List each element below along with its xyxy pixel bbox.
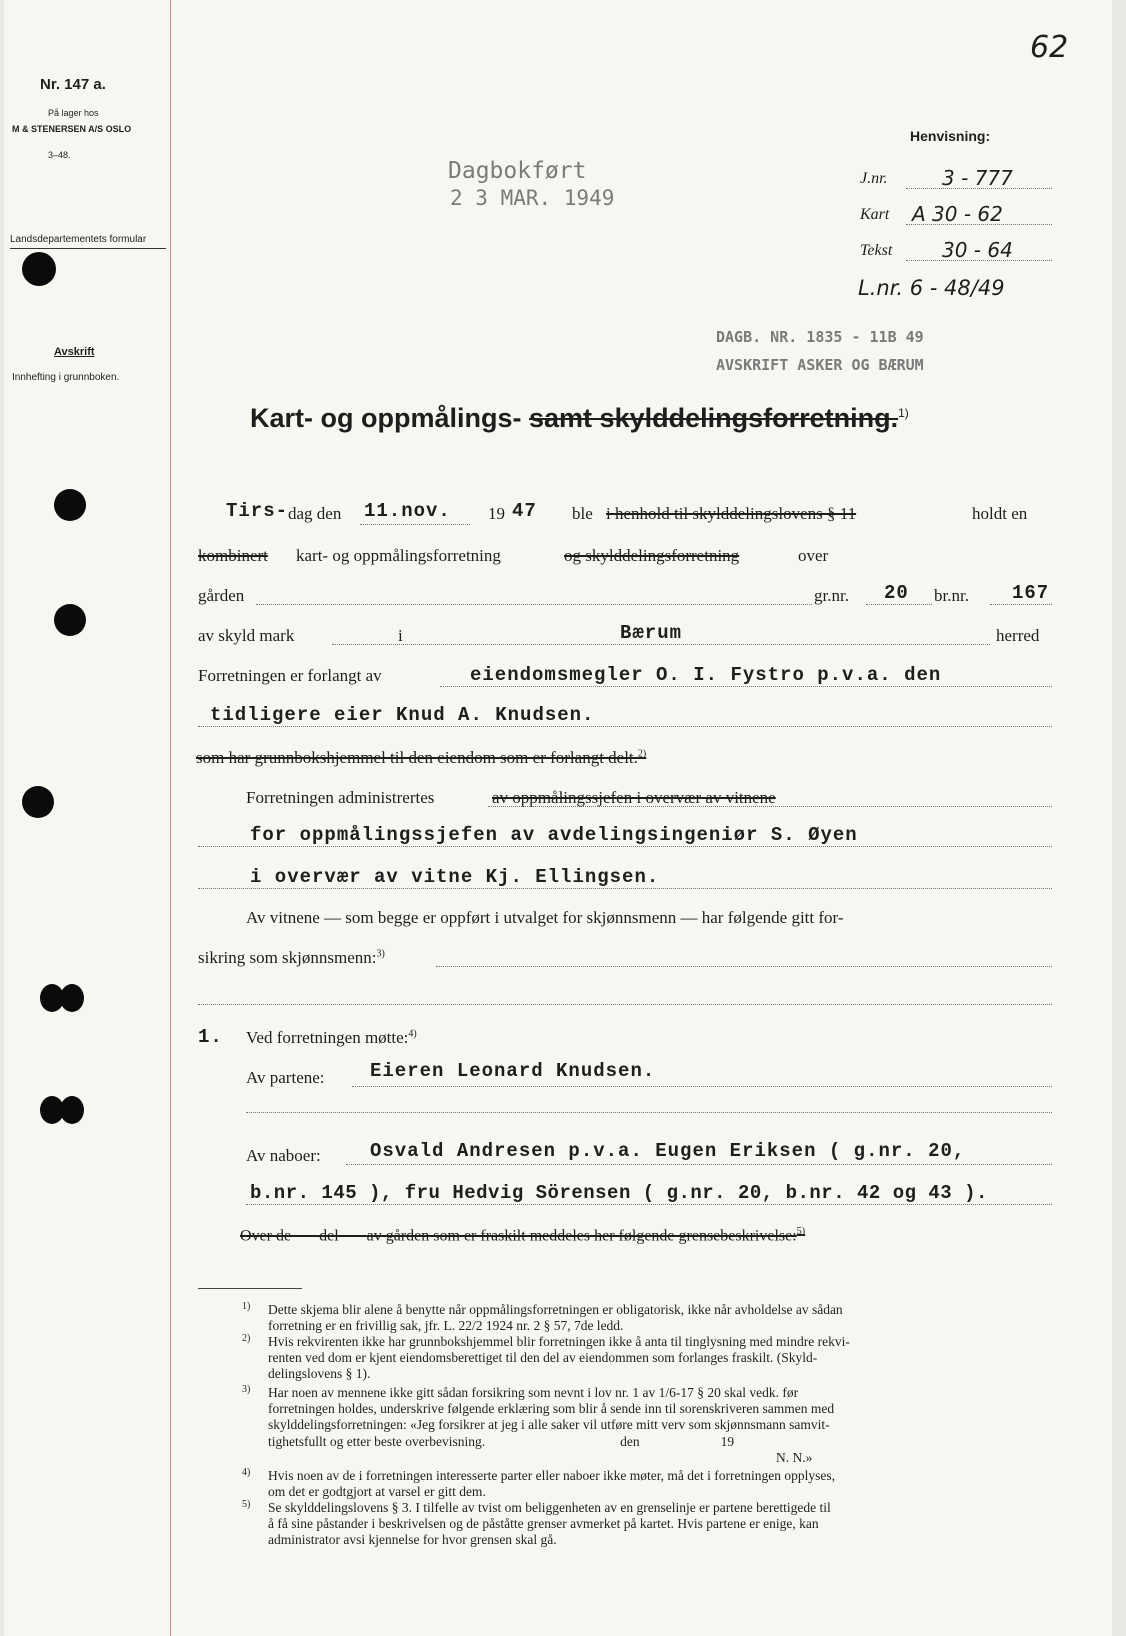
- witness-text: Av vitnene — som begge er oppført i utvalget for skjønnsmenn — har følgende gitt for-: [246, 908, 844, 927]
- parties-label: Av partene:: [246, 1068, 325, 1087]
- garden: gården: [198, 586, 245, 605]
- form-number: Nr. 147 a.: [40, 76, 106, 93]
- lnr-value: L.nr. 6 - 48/49: [858, 276, 1005, 300]
- kart-og: kart- og oppmålingsforretning: [296, 546, 501, 565]
- dagbok-stamp: DAGB. NR. 1835 - 11B 49: [716, 328, 924, 346]
- year-prefix: 19: [488, 504, 505, 523]
- punch-hole: [22, 786, 54, 818]
- witness-line: [436, 966, 1052, 967]
- admin-line-3: [198, 888, 1052, 889]
- footnote-line: Hvis noen av de i forretningen interesserte parter eller naboer ikke møter, må det i forretningen opplyses,: [268, 1468, 836, 1483]
- printer-line: På lager hos: [48, 108, 99, 118]
- dagbok-stamp-line2: AVSKRIFT ASKER OG BÆRUM: [716, 356, 924, 374]
- footnote-line: skylddelingsforretningen: «Jeg forsikrer at jeg i alle saker vil utføre mitt verv som skjønnsmann samvit-: [268, 1417, 830, 1433]
- footnote-line: delingslovens § 1).: [268, 1366, 371, 1382]
- footnote-line: Hvis rekvirenten ikke har grunnbokshjemmel blir forretningen ikke å anta til tinglysning med mindre rekvi-: [268, 1334, 850, 1349]
- year-value: 47: [512, 500, 537, 522]
- brnr-value: 167: [1012, 582, 1050, 604]
- margin-rule: [170, 0, 171, 1636]
- ble: ble: [572, 504, 593, 523]
- received-stamp-date: 2 3 MAR. 1949: [450, 186, 615, 210]
- footnote: [242, 1384, 1048, 1450]
- admin-value: for oppmålingssjefen av avdelingsingeniør S. Øyen: [250, 824, 858, 846]
- kart-label: Kart: [860, 206, 890, 223]
- signature-placeholder: N. N.»: [776, 1450, 813, 1465]
- footnote-line: Se skylddelingslovens § 3. I tilfelle av tvist om beliggenheten av en grenselinje er partene berettigede til: [268, 1500, 831, 1515]
- kart-value: A 30 - 62: [912, 202, 1003, 226]
- requested-value-2: tidligere eier Knud A. Knudsen.: [210, 704, 595, 726]
- footnote-line: Dette skjema blir alene å benytte når oppmålingsforretningen er obligatorisk, ikke når avholdelse av sådan: [268, 1302, 843, 1317]
- item-number: 1.: [198, 1026, 223, 1048]
- date-line: [360, 524, 470, 525]
- witness-sup: 3): [376, 948, 385, 960]
- footnote-line: Har noen av mennene ikke gitt sådan forsikring som nevnt i lov nr. 1 av 1/6-17 § 20 skal vedk. før: [268, 1385, 799, 1400]
- garden-line: [256, 604, 812, 605]
- neighbors-value-2: b.nr. 145 ), fru Hedvig Sörensen ( g.nr. 20, b.nr. 42 og 43 ).: [250, 1182, 988, 1204]
- punch-hole: [22, 252, 56, 286]
- footnote-number: 5): [242, 1499, 251, 1510]
- page-title: [250, 403, 909, 434]
- skyld-i: i: [398, 626, 403, 645]
- reference-heading: Henvisning:: [910, 128, 991, 144]
- footnote-line: tighetsfullt og etter beste overbevisning. den 19: [268, 1433, 735, 1449]
- dag-den: dag den: [288, 504, 342, 523]
- punch-hole: [54, 604, 86, 636]
- attended-label: [246, 1028, 417, 1048]
- brnr-line: [990, 604, 1052, 605]
- jnr-value: 3 - 777: [942, 166, 1013, 190]
- struck-grunnbok: [196, 748, 646, 768]
- tekst-label: Tekst: [860, 242, 893, 259]
- received-stamp: Dagbokført: [448, 158, 587, 184]
- requested-value: eiendomsmegler O. I. Fystro p.v.a. den: [470, 664, 942, 686]
- witness-text-2: [198, 948, 385, 968]
- admin-value-2: i overvær av vitne Kj. Ellingsen.: [250, 866, 660, 888]
- footnote-number: 4): [242, 1467, 251, 1478]
- parties-line: [352, 1086, 1052, 1087]
- punch-hole: [60, 1096, 84, 1124]
- footnote-signature: [776, 1450, 812, 1466]
- footnote-line: renten ved dom er kjent eiendomsberettiget til den del av eiendommen som forlanges fraskilt. (Skyld-: [268, 1350, 818, 1366]
- neighbors-line-2: [246, 1204, 1052, 1205]
- witness-text-2-body: sikring som skjønnsmenn:: [198, 948, 377, 967]
- footnote-line: administrator avsi kjennelse for hvor grensen skal gå.: [268, 1532, 557, 1548]
- punch-hole: [54, 489, 86, 521]
- struck-over: [240, 1226, 805, 1245]
- struck-skyld: og skylddelingsforretning: [564, 546, 740, 565]
- struck-over-sup: 5): [796, 1226, 806, 1237]
- skyld-line: [332, 644, 990, 645]
- struck-kombinert: kombinert: [198, 546, 268, 565]
- footnote: [242, 1301, 1048, 1334]
- footnote-number: 1): [242, 1301, 251, 1312]
- footnote-line: forretningen holdes, underskrive følgende erklæring som blir å sende inn til sorenskriveren sammen med: [268, 1401, 835, 1417]
- printer-line: M & STENERSEN A/S OSLO: [12, 124, 132, 134]
- requested-line: [440, 686, 1052, 687]
- punch-hole: [60, 984, 84, 1012]
- struck-grunnbok-sup: 2): [637, 748, 647, 760]
- title-sup: 1): [898, 406, 909, 420]
- page-number: 62: [1030, 30, 1069, 65]
- herred: herred: [996, 626, 1040, 645]
- footnote: [242, 1333, 1048, 1383]
- tekst-value: 30 - 64: [942, 238, 1013, 262]
- neighbors-label: Av naboer:: [246, 1146, 321, 1165]
- municipality-value: Bærum: [620, 622, 683, 644]
- parties-value: Eieren Leonard Knudsen.: [370, 1060, 656, 1082]
- parties-line-2: [246, 1112, 1052, 1113]
- neighbors-line: [346, 1164, 1052, 1165]
- ministry-label: Landsdepartementets formular: [10, 234, 147, 245]
- footnote-line: forretning er en frivillig sak, jfr. L. 22/2 1924 nr. 2 § 57, 7de ledd.: [268, 1318, 624, 1334]
- title-struck: samt skylddelingsforretning.: [529, 403, 899, 433]
- jnr-label: J.nr.: [860, 170, 888, 187]
- grnr-value: 20: [884, 582, 909, 604]
- attended-text: Ved forretningen møtte:: [246, 1028, 409, 1047]
- footnote-line: om det er godtgjort at varsel er gitt dem.: [268, 1484, 486, 1500]
- grnr-line: [866, 604, 932, 605]
- footnote-number: 2): [242, 1333, 251, 1344]
- title-part1: Kart- og oppmålings-: [250, 403, 522, 433]
- copy-subtitle: Innhefting i grunnboken.: [12, 372, 120, 383]
- brnr-label: br.nr.: [934, 586, 969, 605]
- witness-line-2: [198, 1004, 1052, 1005]
- neighbors-value: Osvald Andresen p.v.a. Eugen Eriksen ( g.nr. 20,: [370, 1140, 966, 1162]
- copy-title: Avskrift: [54, 346, 95, 358]
- struck-hold: i henhold til skylddelingslovens § 11: [606, 504, 857, 523]
- attended-sup: 4): [408, 1028, 417, 1040]
- footnote-number: 3): [242, 1384, 251, 1395]
- over: over: [798, 546, 829, 565]
- day-value: Tirs-: [226, 500, 289, 522]
- admin-line-2: [198, 846, 1052, 847]
- requested-line-2: [198, 726, 1052, 727]
- struck-grunnbok-text: som har grunnbokshjemmel til den eiendom som er forlangt delt.: [196, 748, 638, 767]
- footnote-divider: [198, 1288, 302, 1289]
- footnote: [242, 1467, 1048, 1500]
- footnote: [242, 1499, 1048, 1549]
- struck-admin: av oppmålingssjefen i overvær av vitnene: [492, 788, 776, 807]
- requested-label: Forretningen er forlangt av: [198, 666, 382, 685]
- admin-label: Forretningen administrertes: [246, 788, 435, 807]
- date-value: 11.nov.: [364, 500, 451, 522]
- footnote-line: å få sine påstander i beskrivelsen og de påståtte grenser avmerket på kartet. Hvis partene er enige, kan: [268, 1516, 819, 1532]
- margin-divider: [10, 248, 166, 249]
- grnr-label: gr.nr.: [814, 586, 849, 605]
- printer-line: 3–48.: [48, 150, 71, 160]
- struck-over-text: Over de del av gården som er fraskilt meddeles her følgende grensebeskrivelse:: [240, 1227, 797, 1245]
- skyld: av skyld mark: [198, 626, 295, 645]
- holdt-en: holdt en: [972, 504, 1028, 523]
